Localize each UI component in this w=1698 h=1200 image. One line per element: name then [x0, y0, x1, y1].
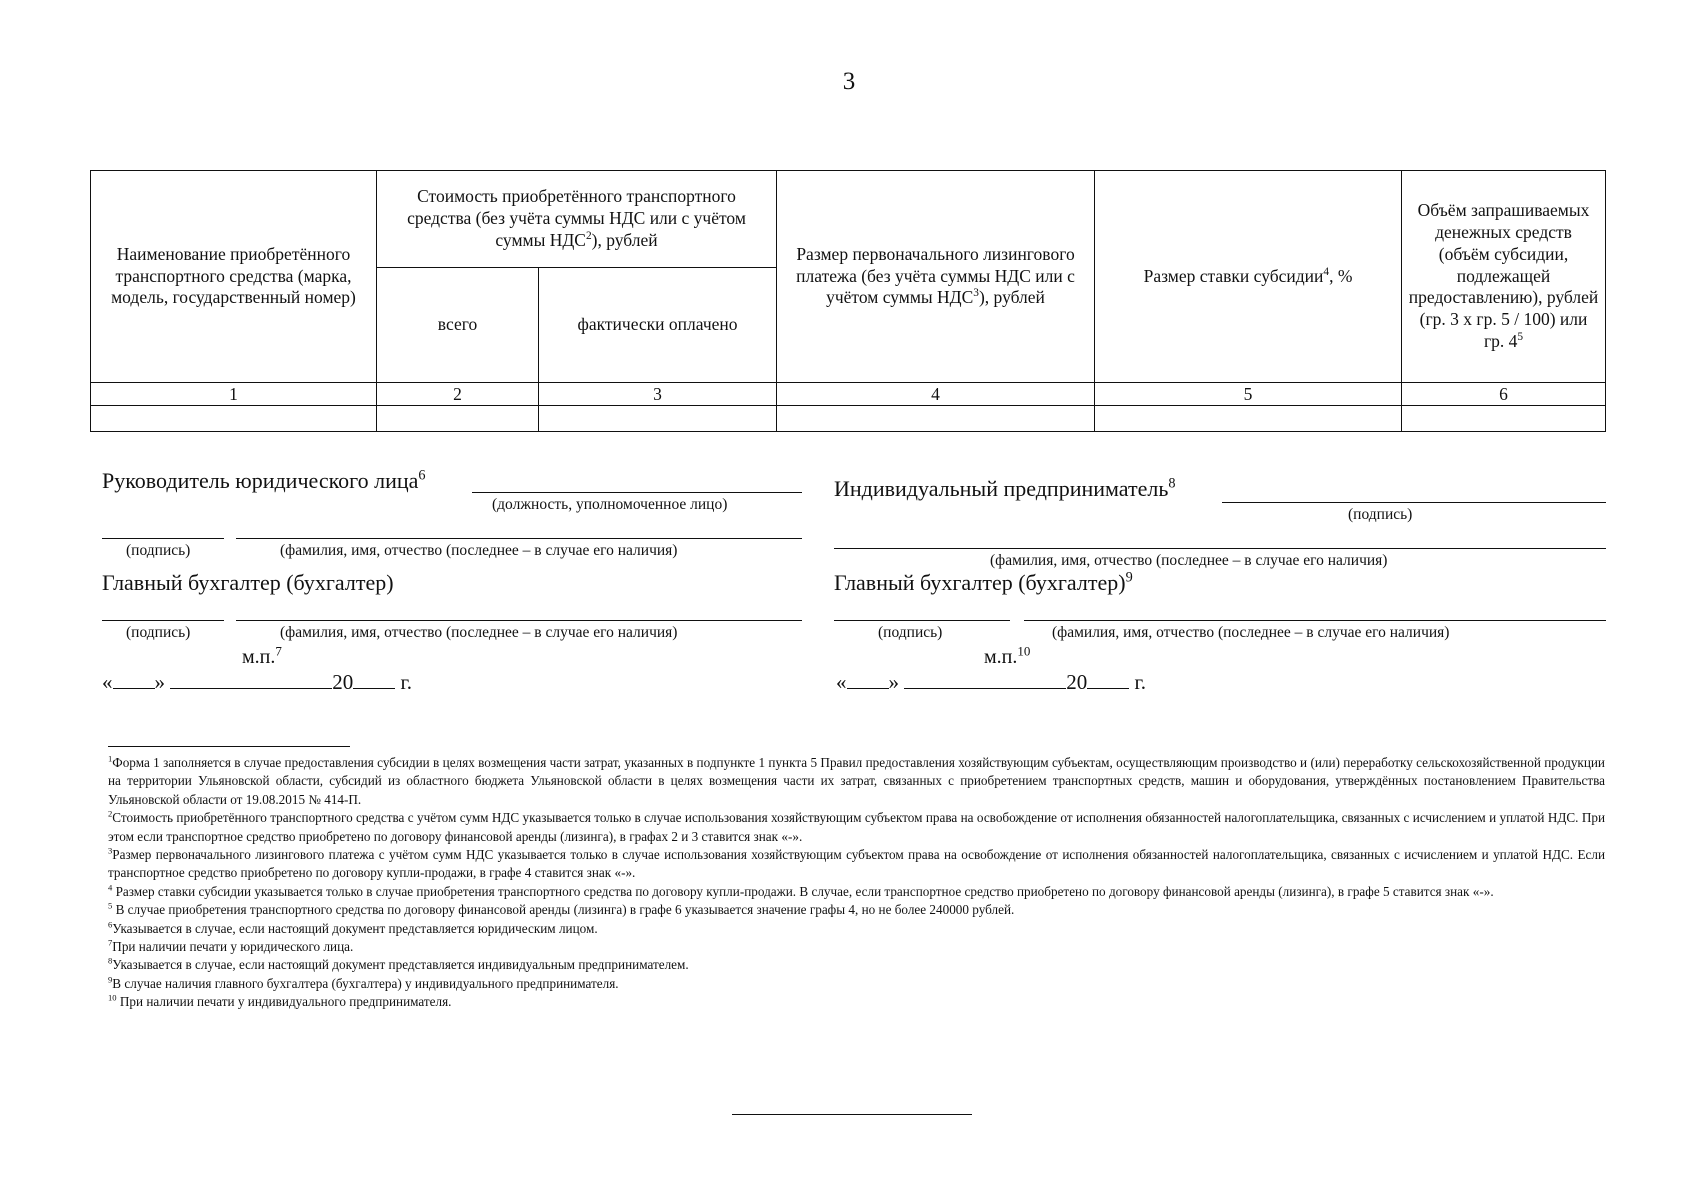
signature-line [834, 620, 1010, 621]
empty-cell [539, 406, 777, 432]
name-line [834, 548, 1606, 549]
empty-cell [91, 406, 377, 432]
footnote-ref: 8 [1168, 475, 1176, 492]
col-number: 6 [1402, 383, 1606, 406]
legal-entity-head-label: Руководитель юридического лица$^6$ [102, 467, 426, 493]
footnote-ref: 2 [585, 230, 592, 243]
footnote-ref: 9 [1125, 569, 1133, 586]
month-blank [904, 670, 1066, 689]
signature-caption: (подпись) [126, 542, 191, 559]
month-blank [170, 670, 332, 689]
date-field: « » 20 г. [836, 670, 1146, 694]
name-line [236, 538, 802, 539]
col-number: 3 [539, 383, 777, 406]
empty-cell [1402, 406, 1606, 432]
footnotes [108, 754, 1605, 1012]
col1-header: Наименование приобретённого транспортного средства (марка, модель, государственный номер) [91, 171, 377, 383]
day-blank [847, 670, 889, 689]
col3-subheader: фактически оплачено [539, 268, 777, 383]
signature-line [102, 620, 224, 621]
name-caption: (фамилия, имя, отчество (последнее – в случае его наличия) [280, 542, 678, 559]
individual-entrepreneur-label: Индивидуальный предприниматель$^8$ [834, 475, 1176, 501]
footnote-10: $^{10}$ При наличии печати у индивидуального предпринимателя. [108, 992, 452, 1010]
page-number: 3 [842, 68, 856, 95]
col-number: 1 [91, 383, 377, 406]
footnote-3: $^3$Размер первоначального лизингового платежа с учётом сумм НДС указывается только в случае использования хозяйствующим субъектом права на освобождение от исполнения обязанностей налогоплательщика, связанных с исчислением и уплатой НДС. Если транспортное средство приобретено по договору купли-продажи, в графе 4 ставится знак «-». [108, 845, 1605, 881]
signature-caption: (подпись) [878, 624, 943, 641]
col5-header: Размер ставки субсидии$^4$, % [1095, 171, 1402, 383]
signature-line [102, 538, 224, 539]
name-caption: (фамилия, имя, отчество (последнее – в случае его наличия) [990, 552, 1388, 569]
col2-subheader: всего [377, 268, 539, 383]
stamp-place: м.п.$^{10}$ [984, 643, 1031, 668]
end-of-document-rule [732, 1114, 972, 1115]
name-line [1024, 620, 1606, 621]
signature-caption: (подпись) [126, 624, 191, 641]
empty-cell [1095, 406, 1402, 432]
day-blank [113, 670, 155, 689]
chief-accountant-label: Главный бухгалтер (бухгалтер) [102, 570, 394, 595]
subsidy-table [90, 170, 1606, 432]
footnote-4: $^4$ Размер ставки субсидии указывается только в случае приобретения транспортного средства по договору купли-продажи. В случае, если транспортное средство приобретено по договору финансовой аренды (лизинга), в графе 5 ставится знак «-». [108, 882, 1494, 899]
position-caption: (должность, уполномоченное лицо) [492, 496, 728, 513]
empty-cell [377, 406, 539, 432]
col-number: 5 [1095, 383, 1402, 406]
name-caption: (фамилия, имя, отчество (последнее – в случае его наличия) [280, 624, 678, 641]
year-blank [1087, 670, 1129, 689]
empty-cell [777, 406, 1095, 432]
chief-accountant-label: Главный бухгалтер (бухгалтер)$^9$ [834, 569, 1133, 595]
footnote-ref: 3 [973, 287, 979, 300]
footnote-1: $^1$Форма 1 заполняется в случае предоставления субсидии в целях возмещения части затрат, указанных в подпункте 1 пункта 5 Правил предоставления хозяйствующим субъектам, осуществляющим производство и (или) переработку сельскохозяйственной продукции на территории Ульяновской области, субсидий из областного бюджета Ульяновской области в целях возмещения части их затрат, связанных с приобретением транспортных средств, машин и оборудования, утверждённых постановлением Правительства Ульяновской области от 19.08.2015 № 414-П. [108, 753, 1605, 807]
col-number: 2 [377, 383, 539, 406]
footnote-separator [108, 746, 350, 747]
stamp-place: м.п.$^7$ [242, 643, 282, 668]
year-blank [353, 670, 395, 689]
position-line [472, 492, 802, 493]
col23-header: Стоимость приобретённого транспортного средства (без учёта суммы НДС или с учётом суммы НДС$^2$), рублей [377, 171, 777, 268]
col4-header: Размер первоначального лизингового платежа (без учёта суммы НДС или с учётом суммы НДС$^3$), рублей [777, 171, 1095, 383]
footnote-ref: 6 [418, 467, 426, 484]
signature-line [1222, 502, 1606, 503]
name-line [236, 620, 802, 621]
footnote-5: $^5$ В случае приобретения транспортного средства по договору финансовой аренды (лизинга) в графе 6 указывается значение графы 4, но не более 240000 рублей. [108, 900, 1015, 918]
footnote-2: $^2$Стоимость приобретённого транспортного средства с учётом сумм НДС указывается только в случае использования хозяйствующим субъектом права на освобождение от исполнения обязанностей налогоплательщика, связанных с исчислением и уплатой НДС. При этом если транспортное средство приобретено по договору финансовой аренды (лизинга), в графах 2 и 3 ставится знак «-». [108, 808, 1605, 844]
table-header-row [91, 171, 1606, 268]
date-field: « » 20 г. [102, 670, 412, 694]
footnote-ref: 5 [1517, 331, 1524, 344]
footnote-ref: 4 [1323, 265, 1330, 278]
name-caption: (фамилия, имя, отчество (последнее – в случае его наличия) [1052, 624, 1450, 641]
footnote-8: $^8$Указывается в случае, если настоящий документ представляется индивидуальным предпринимателем. [108, 956, 689, 973]
footnote-9: $^9$В случае наличия главного бухгалтера (бухгалтера) у индивидуального предпринимателя. [108, 974, 619, 991]
footnote-ref: 7 [275, 643, 282, 659]
column-number-row [91, 383, 1606, 406]
empty-data-row [91, 406, 1606, 432]
col6-header: Объём запрашиваемых денежных средств (объём субсидии, подлежащей предоставлению), рублей (гр. 3 х гр. 5 / 100) или гр. $4^5$ [1402, 171, 1606, 383]
signature-caption: (подпись) [1348, 506, 1413, 523]
col-number: 4 [777, 383, 1095, 406]
footnote-6: $^6$Указывается в случае, если настоящий документ представляется юридическим лицом. [108, 919, 598, 936]
footnote-7: $^7$При наличии печати у юридического лица. [108, 937, 354, 955]
footnote-ref: 10 [1017, 643, 1031, 659]
